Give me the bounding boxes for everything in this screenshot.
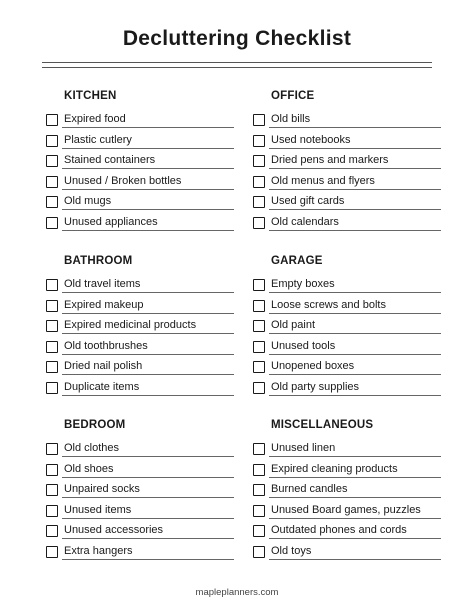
checklist-item-label: Dried pens and markers	[271, 154, 389, 167]
checklist-item	[64, 133, 228, 154]
checklist-item	[271, 359, 435, 380]
writing-line	[62, 313, 234, 314]
checkbox[interactable]	[46, 114, 58, 126]
checkbox[interactable]	[253, 341, 265, 353]
writing-line	[269, 497, 441, 498]
section-garage	[271, 255, 435, 401]
checklist-item-label: Duplicate items	[64, 380, 140, 393]
writing-line	[269, 230, 441, 231]
checklist-item	[271, 277, 435, 298]
checkbox[interactable]	[46, 196, 58, 208]
checklist-item	[271, 215, 435, 236]
checklist-item	[64, 277, 228, 298]
checkbox[interactable]	[253, 525, 265, 537]
checklist-item	[64, 194, 228, 215]
checklist-item-label: Old party supplies	[271, 380, 360, 393]
checklist-item-label: Old bills	[271, 113, 311, 125]
footer-website: mapleplanners.com	[195, 587, 279, 598]
checkbox[interactable]	[253, 155, 265, 167]
writing-line	[62, 354, 234, 355]
checklist-item-label: Expired food	[64, 113, 126, 125]
checkbox[interactable]	[46, 217, 58, 229]
checkbox[interactable]	[46, 484, 58, 496]
checklist-item-label: Expired cleaning products	[271, 462, 398, 475]
checkbox[interactable]	[253, 300, 265, 312]
checkbox[interactable]	[46, 361, 58, 373]
section-heading: MISCELLANEOUS	[271, 419, 374, 431]
checkbox[interactable]	[253, 135, 265, 147]
checklist-item	[271, 482, 435, 503]
checklist-item	[64, 112, 228, 133]
checklist-item	[271, 298, 435, 319]
checklist-item	[271, 318, 435, 339]
checklist-item	[271, 462, 435, 483]
checklist-item	[64, 153, 228, 174]
checkbox[interactable]	[253, 505, 265, 517]
section-bathroom	[64, 255, 228, 401]
checklist-item	[271, 544, 435, 565]
checkbox[interactable]	[46, 135, 58, 147]
writing-line	[269, 477, 441, 478]
checkbox[interactable]	[253, 443, 265, 455]
checklist-item-label: Used gift cards	[271, 195, 345, 208]
checklist-item	[271, 194, 435, 215]
writing-line	[62, 127, 234, 128]
checklist-item	[64, 462, 228, 483]
checklist-item-label: Old menus and flyers	[271, 174, 375, 187]
writing-line	[269, 292, 441, 293]
checklist-item-label: Old clothes	[64, 442, 120, 454]
checklist-item	[64, 174, 228, 195]
checklist-item-label: Old calendars	[271, 215, 339, 228]
checklist-item	[271, 339, 435, 360]
checklist-item-label: Stained containers	[64, 154, 156, 167]
checklist-item	[271, 503, 435, 524]
checklist-item	[64, 339, 228, 360]
writing-line	[62, 374, 234, 375]
writing-line	[62, 189, 234, 190]
checklist-item	[271, 174, 435, 195]
writing-line	[269, 518, 441, 519]
checklist-item-label: Unused / Broken bottles	[64, 174, 182, 187]
checkbox[interactable]	[46, 279, 58, 291]
checkbox[interactable]	[253, 279, 265, 291]
checklist-item	[64, 215, 228, 236]
checklist-item	[271, 380, 435, 401]
page-title: Decluttering Checklist	[122, 27, 352, 50]
writing-line	[62, 148, 234, 149]
title-underline-bottom	[42, 67, 432, 68]
section-bedroom	[64, 419, 228, 565]
checklist-item-label: Empty boxes	[271, 278, 335, 290]
section-heading: GARAGE	[271, 255, 323, 267]
writing-line	[269, 209, 441, 210]
checklist-item	[64, 441, 228, 462]
checklist-item-label: Old paint	[271, 319, 316, 332]
checkbox[interactable]	[253, 361, 265, 373]
section-heading: KITCHEN	[64, 90, 117, 102]
section-heading: BATHROOM	[64, 255, 133, 267]
checkbox[interactable]	[253, 114, 265, 126]
checkbox[interactable]	[253, 176, 265, 188]
writing-line	[269, 559, 441, 560]
checkbox[interactable]	[253, 196, 265, 208]
checkbox[interactable]	[46, 320, 58, 332]
checkbox[interactable]	[253, 217, 265, 229]
checklist-item	[64, 359, 228, 380]
checklist-item	[64, 503, 228, 524]
section-kitchen	[64, 90, 228, 236]
checklist-item	[64, 298, 228, 319]
checklist-item	[64, 544, 228, 565]
checklist-item-label: Unpaired socks	[64, 483, 140, 496]
checkbox[interactable]	[46, 155, 58, 167]
writing-line	[62, 518, 234, 519]
checkbox[interactable]	[46, 464, 58, 476]
checklist-item-label: Loose screws and bolts	[271, 298, 386, 311]
writing-line	[62, 456, 234, 457]
writing-line	[62, 333, 234, 334]
checklist-item	[64, 482, 228, 503]
writing-line	[62, 209, 234, 210]
checklist-item	[271, 523, 435, 544]
writing-line	[269, 538, 441, 539]
section-office	[271, 90, 435, 236]
writing-line	[269, 374, 441, 375]
writing-line	[269, 395, 441, 396]
checklist-item	[64, 380, 228, 401]
checklist-item-label: Old mugs	[64, 195, 112, 208]
checkbox[interactable]	[46, 505, 58, 517]
checklist-item-label: Old toys	[271, 544, 312, 557]
checklist-item-label: Unopened boxes	[271, 360, 355, 373]
writing-line	[62, 395, 234, 396]
checkbox[interactable]	[46, 443, 58, 455]
checklist-item-label: Expired medicinal products	[64, 319, 197, 332]
checkbox[interactable]	[253, 484, 265, 496]
writing-line	[269, 148, 441, 149]
checkbox[interactable]	[46, 341, 58, 353]
checkbox[interactable]	[46, 546, 58, 558]
title-underline-top	[42, 62, 432, 63]
section-heading: OFFICE	[271, 90, 315, 102]
writing-line	[62, 559, 234, 560]
checklist-item-label: Unused items	[64, 503, 132, 516]
writing-line	[62, 477, 234, 478]
checklist-item-label: Unused linen	[271, 442, 336, 454]
checkbox[interactable]	[253, 382, 265, 394]
checklist-item	[271, 153, 435, 174]
checklist-item-label: Burned candles	[271, 483, 348, 496]
checklist-item-label: Old shoes	[64, 462, 114, 475]
checklist-item-label: Extra hangers	[64, 544, 133, 557]
writing-line	[62, 292, 234, 293]
checkbox[interactable]	[46, 300, 58, 312]
checklist-item-label: Used notebooks	[271, 133, 351, 146]
checklist-item	[271, 441, 435, 462]
checklist-item	[64, 318, 228, 339]
writing-line	[269, 333, 441, 334]
checklist-item-label: Old toothbrushes	[64, 339, 148, 352]
checkbox[interactable]	[253, 546, 265, 558]
checklist-item-label: Dried nail polish	[64, 360, 143, 373]
writing-line	[62, 168, 234, 169]
checklist-item-label: Unused accessories	[64, 524, 164, 537]
checklist-item	[271, 133, 435, 154]
writing-line	[269, 189, 441, 190]
writing-line	[62, 230, 234, 231]
section-heading: BEDROOM	[64, 419, 126, 431]
checklist-item	[64, 523, 228, 544]
checklist-item-label: Plastic cutlery	[64, 133, 132, 146]
writing-line	[269, 168, 441, 169]
checklist-item-label: Outdated phones and cords	[271, 524, 407, 537]
checkbox[interactable]	[253, 464, 265, 476]
section-miscellaneous	[271, 419, 435, 565]
checklist-item-label: Old travel items	[64, 278, 141, 290]
writing-line	[269, 456, 441, 457]
checklist-item-label: Expired makeup	[64, 298, 144, 311]
checklist-item	[271, 112, 435, 133]
checkbox[interactable]	[46, 176, 58, 188]
writing-line	[62, 497, 234, 498]
checkbox[interactable]	[253, 320, 265, 332]
checklist-item-label: Unused tools	[271, 339, 336, 352]
writing-line	[269, 354, 441, 355]
checkbox[interactable]	[46, 382, 58, 394]
checklist-item-label: Unused Board games, puzzles	[271, 503, 421, 516]
writing-line	[269, 313, 441, 314]
writing-line	[269, 127, 441, 128]
checklist-item-label: Unused appliances	[64, 215, 158, 228]
checkbox[interactable]	[46, 525, 58, 537]
writing-line	[62, 538, 234, 539]
